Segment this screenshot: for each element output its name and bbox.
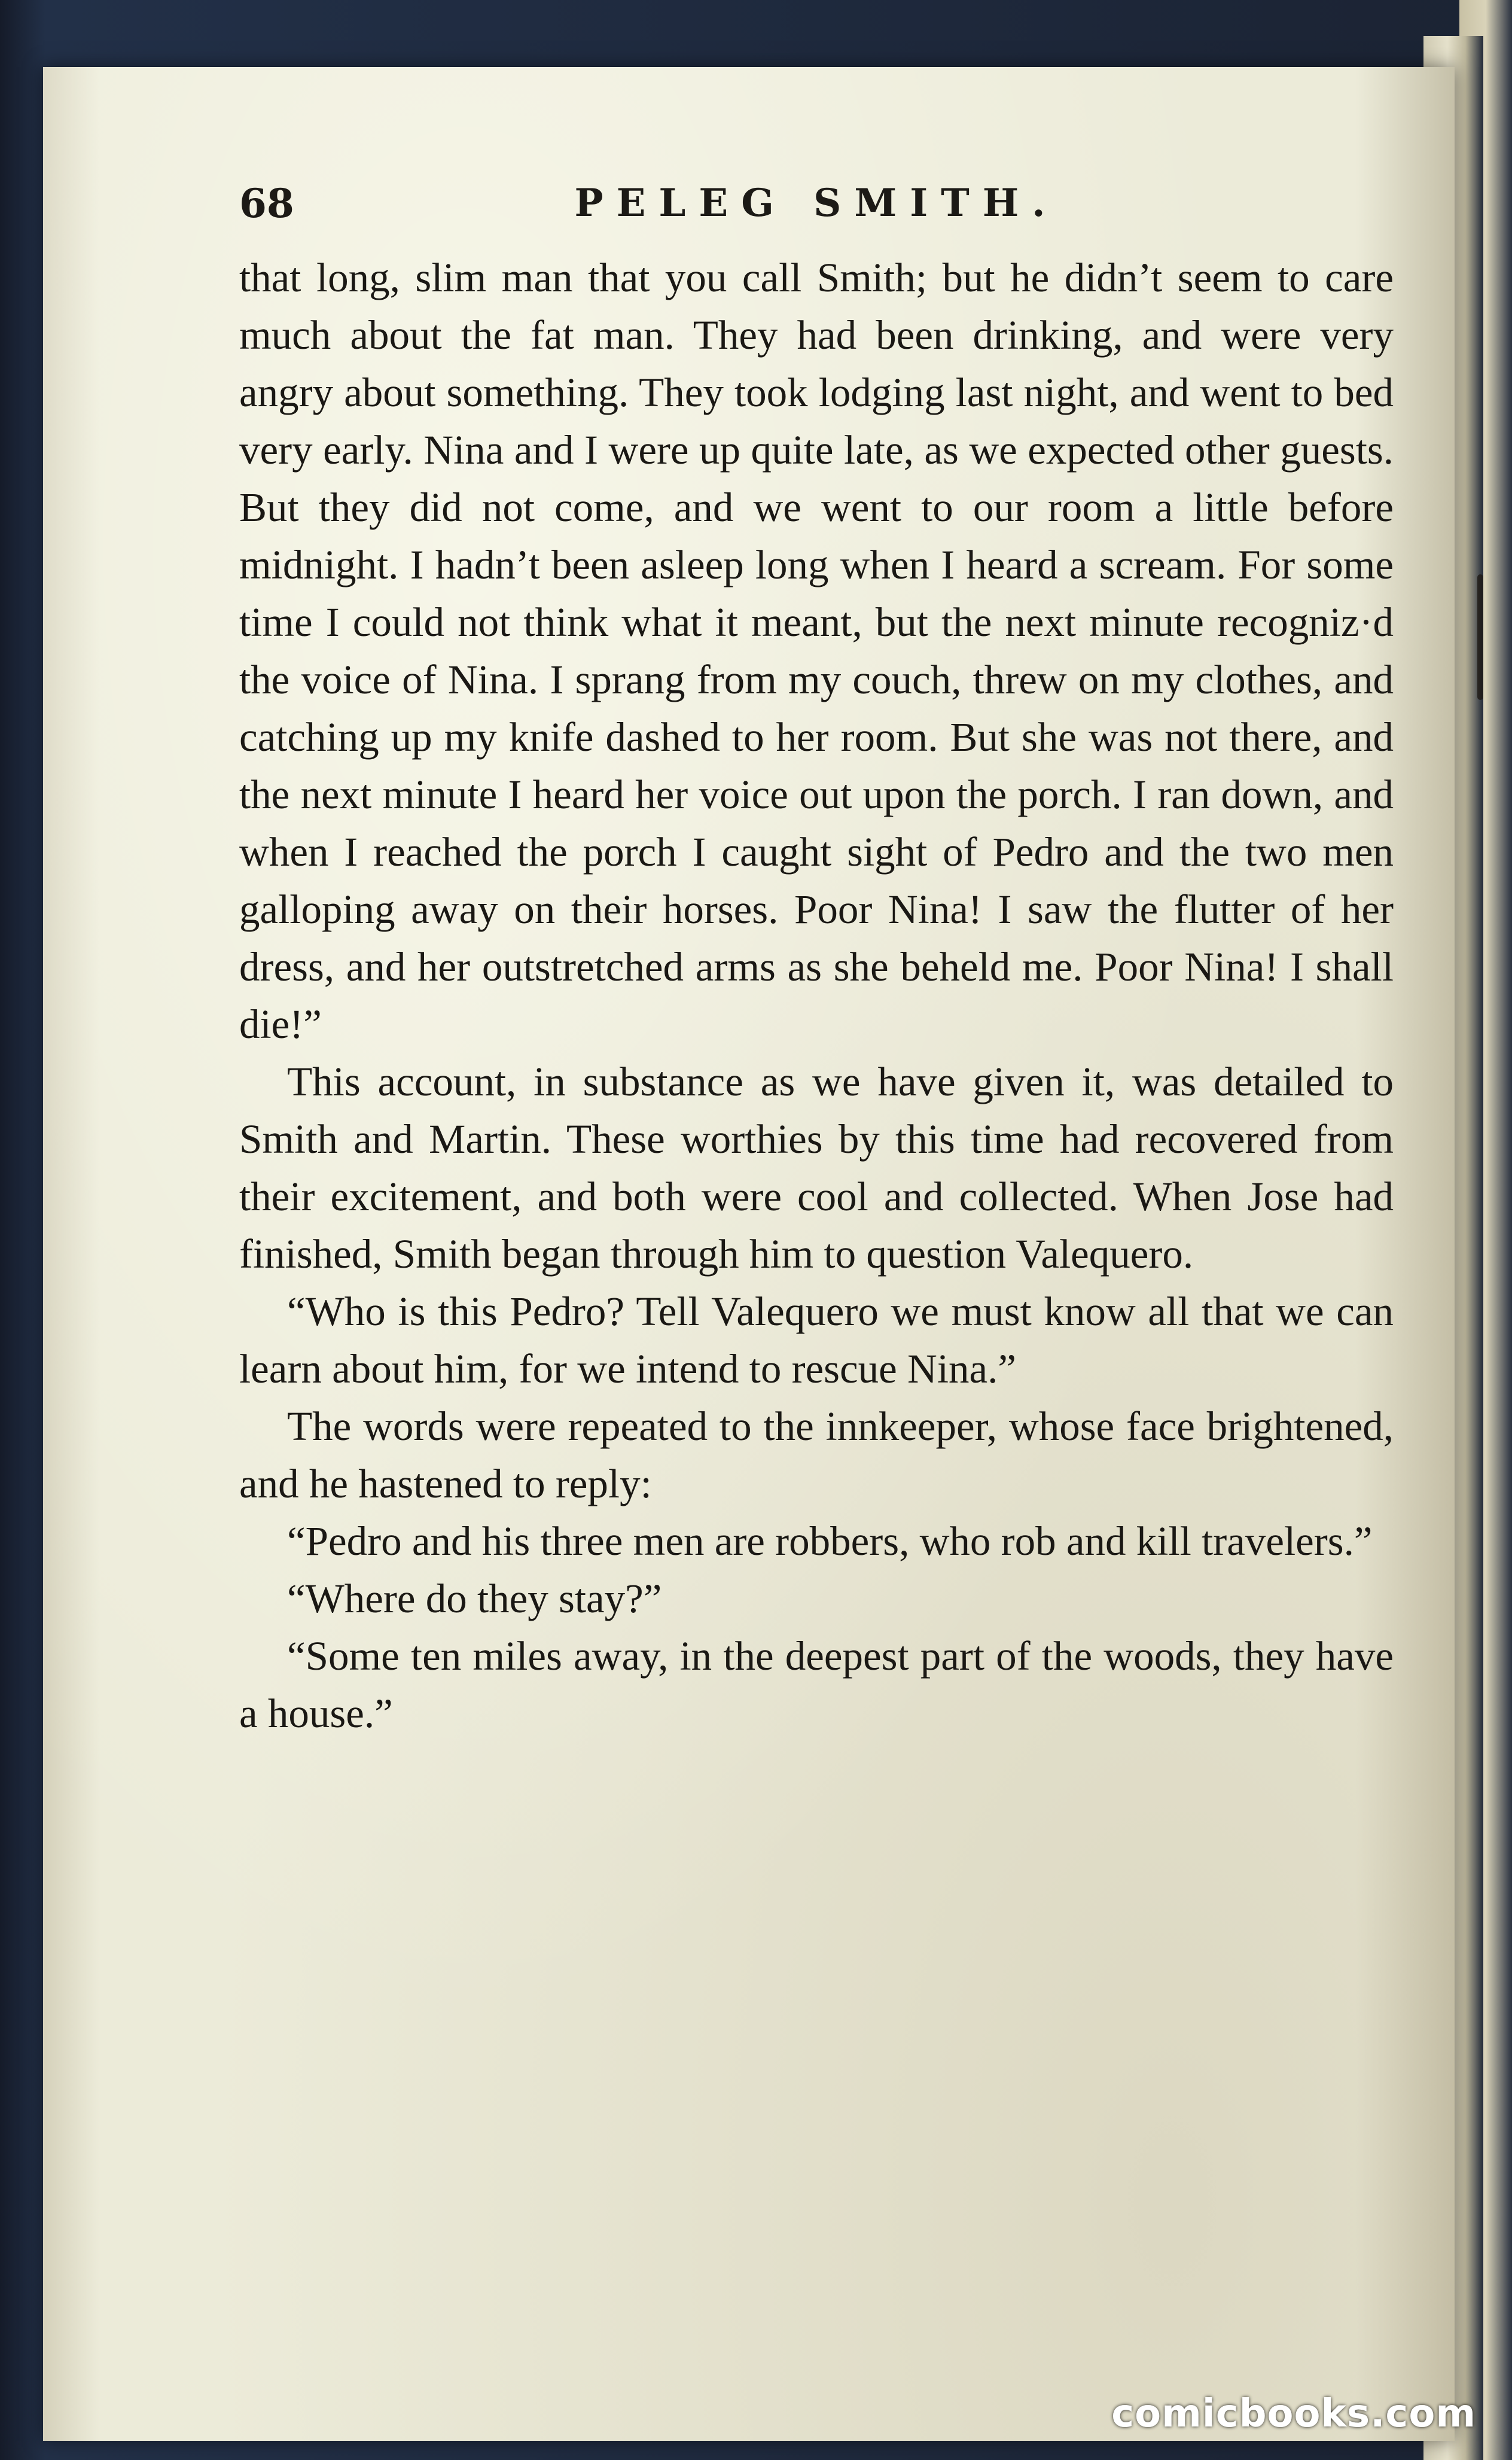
paragraph: This account, in substance as we have given it, was detailed to Smith and Martin. These worthies by this time had recovered from their excitement, and both were cool and collected. When Jose had finished, Smith began through him to question Valequero. [239,1059,1394,1277]
watermark: comicbooks.com [1111,2392,1476,2436]
paragraph: “Some ten miles away, in the deepest part of the woods, they have a house.” [239,1633,1394,1736]
running-title: PELEG SMITH. [574,181,1059,226]
paragraph: “Who is this Pedro? Tell Valequero we must know all that we can learn about him, for we intend to rescue Nina.” [239,1289,1394,1392]
page-number: 68 [239,180,294,227]
paragraph-continued: that long, slim man that you call Smith; but he didn’t seem to care much about the fat man. They had been drinking, and were very angry about something. They took lodging last night, and went to bed very early. Nina and I were up quite late, as we expected other guests. But they did not come, and we went to our room a little before midnight. I hadn’t been asleep long when I heard a scream. For some time I could not think what it meant, but the next minute recogniz·d the voice of Nina. I sprang from my couch, threw on my clothes, and catching up my knife dashed to her room. But she was not there, and the next minute I heard her voice out upon the porch. I ran down, and when I reached the porch I caught sight of Pedro and the two men galloping away on their horses. Poor Nina! I saw the flutter of her dress, and her outstretched arms as she beheld me. Poor Nina! I shall die!” [239,255,1394,1047]
paragraph: “Where do they stay?” [287,1576,662,1621]
paragraph: “Pedro and his three men are robbers, who rob and kill travelers.” [287,1518,1373,1564]
body-text [239,249,1394,1742]
ink-mark [1477,574,1483,700]
page-header [239,179,1394,239]
paragraph: The words were repeated to the innkeeper, whose face brightened, and he hastened to reply: [239,1403,1394,1506]
